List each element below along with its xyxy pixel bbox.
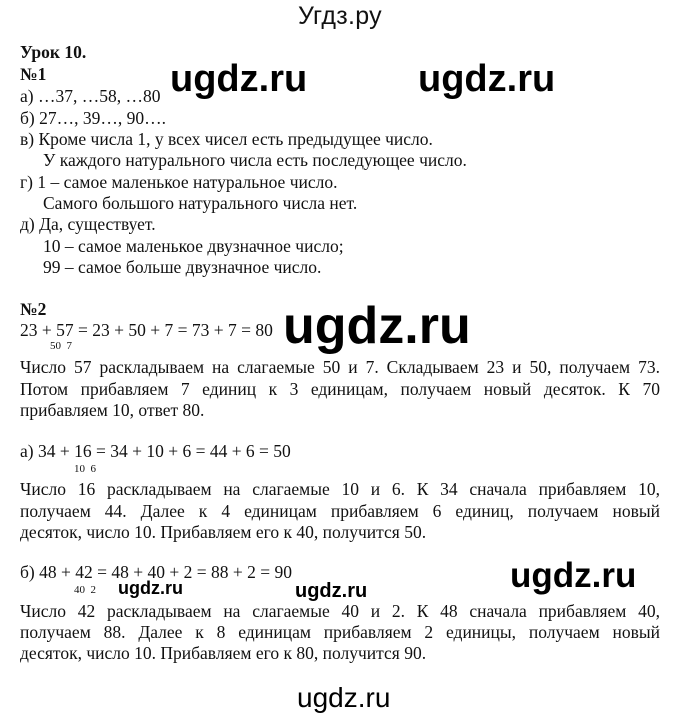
task2-b-explanation-2: получаем 88. Далее к 8 единицам прибавляем 2 единицы, получаем новый xyxy=(20,622,660,642)
task2-b-explanation-3: десяток, число 10. Прибавляем его к 80, получится 90. xyxy=(20,643,427,663)
task1-line-d2: 10 – самое маленькое двузначное число; xyxy=(43,236,344,256)
task1-line-d: д) Да, существует. xyxy=(20,214,156,234)
watermark-3: ugdz.ru xyxy=(283,297,471,355)
task2-a-equation: а) 34 + 16 = 34 + 10 + 6 = 44 + 6 = 50 xyxy=(20,441,291,461)
watermark-4: ugdz.ru xyxy=(510,556,637,595)
watermark-7: ugdz.ru xyxy=(297,682,391,713)
task1-line-b: б) 27…, 39…, 90…. xyxy=(20,108,166,128)
task1-line-v: в) Кроме числа 1, у всех чисел есть предыдущее число. xyxy=(20,129,433,149)
task2-main-decomposition: 50 7 xyxy=(50,340,72,352)
task2-number: №2 xyxy=(20,299,47,319)
task1-line-g: г) 1 – самое маленькое натуральное число. xyxy=(20,172,338,192)
task1-line-a: а) …37, …58, …80 xyxy=(20,86,161,106)
task2-b-decomposition: 40 2 xyxy=(74,584,96,596)
task2-a-explanation-1: Число 16 раскладываем на слагаемые 10 и 6. К 34 сначала прибавляем 10, xyxy=(20,479,660,499)
task2-main-explanation-2: Потом прибавляем 7 единиц к 3 единицам, получаем новый десяток. К 70 xyxy=(20,379,660,399)
watermark-1: ugdz.ru xyxy=(170,58,308,100)
task2-a-explanation-2: получаем 44. Далее к 4 единицам прибавляем 6 единиц, получаем новый xyxy=(20,501,660,521)
watermark-2: ugdz.ru xyxy=(418,58,556,100)
lesson-title: Урок 10. xyxy=(20,42,87,62)
task1-line-v2: У каждого натурального числа есть последующее число. xyxy=(43,150,467,170)
task2-b-equation: б) 48 + 42 = 48 + 40 + 2 = 88 + 2 = 90 xyxy=(20,562,292,582)
task2-main-equation: 23 + 57 = 23 + 50 + 7 = 73 + 7 = 80 xyxy=(20,320,273,340)
watermark-6: ugdz.ru xyxy=(295,580,368,602)
task2-b-explanation-1: Число 42 раскладываем на слагаемые 40 и 2. К 48 сначала прибавляем 40, xyxy=(20,601,660,621)
watermark-5: ugdz.ru xyxy=(118,578,183,598)
task2-main-explanation-3: прибавляем 10, ответ 80. xyxy=(20,400,205,420)
site-title: Угдз.ру xyxy=(298,2,382,30)
task1-line-g2: Самого большого натурального числа нет. xyxy=(43,193,358,213)
task2-main-explanation-1: Число 57 раскладываем на слагаемые 50 и 7. Складываем 23 и 50, получаем 73. xyxy=(20,357,660,377)
task2-a-explanation-3: десяток, число 10. Прибавляем его к 40, получится 50. xyxy=(20,522,427,542)
task1-number: №1 xyxy=(20,64,47,84)
task1-line-d3: 99 – самое больше двузначное число. xyxy=(43,257,322,277)
task2-a-decomposition: 10 6 xyxy=(74,463,96,475)
